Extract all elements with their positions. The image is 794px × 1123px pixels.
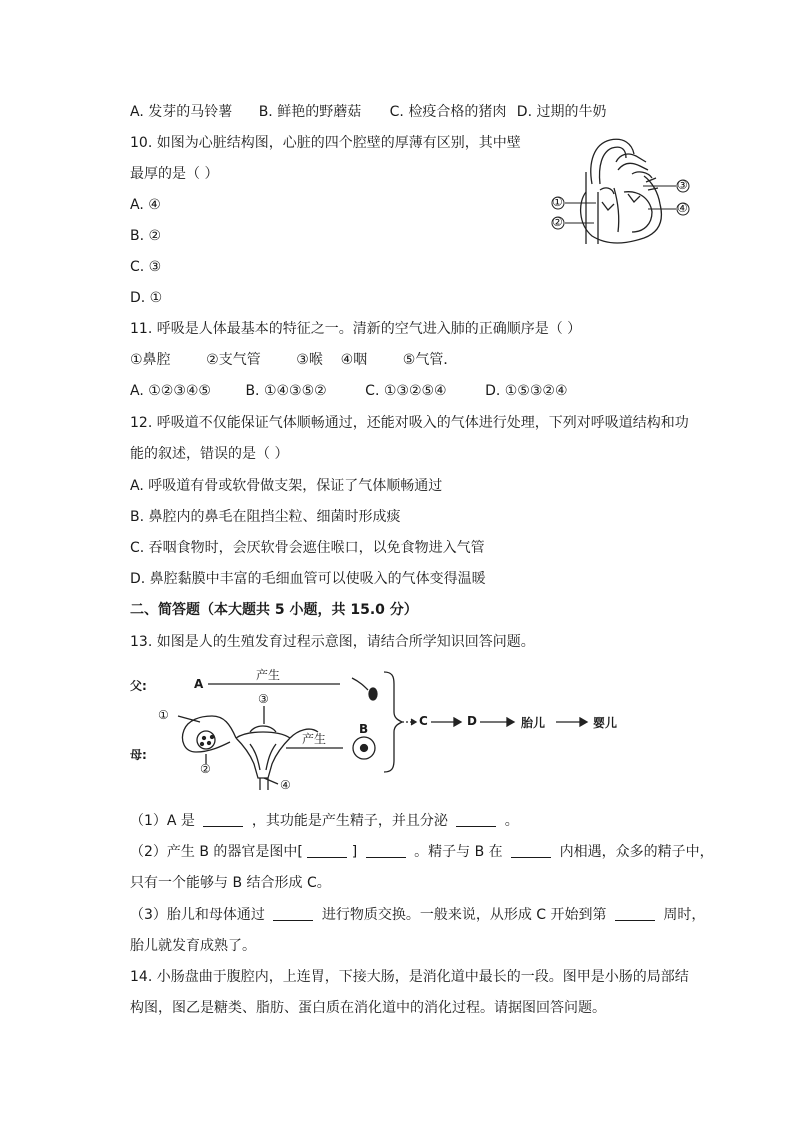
- fig-num-1: ①: [158, 708, 169, 722]
- section-heading: 二、简答题（本大题共 5 小题，共 15.0 分）: [130, 602, 418, 618]
- q13-blank-2[interactable]: [456, 812, 496, 827]
- q13-blank-3[interactable]: [307, 843, 347, 858]
- q10-stem-line2: 最厚的是（ ）: [130, 166, 219, 182]
- q14-line2: 构图，图乙是糖类、脂肪、蛋白质在消化道中的消化过程。请据图回答问题。: [130, 1000, 606, 1016]
- fig-num-2: ②: [200, 762, 211, 776]
- fig-produce-top: 产生: [256, 668, 281, 682]
- heart-label-1: ①: [552, 195, 563, 209]
- q10-stem-line1: 10. 如图为心脏结构图，心脏的四个腔壁的厚薄有区别，其中壁: [130, 135, 521, 151]
- q13-blank-5[interactable]: [511, 843, 551, 858]
- fig-fetus-label: 胎儿: [521, 716, 546, 730]
- heart-figure: [548, 132, 698, 247]
- q9-options: [130, 102, 606, 122]
- q9-option-b: B. 鲜艳的野蘑菇: [258, 104, 362, 120]
- q13-part3-text-a: （3）胎儿和母体通过: [130, 907, 265, 923]
- q11-options: [130, 381, 568, 401]
- fig-num-4: ④: [280, 778, 291, 792]
- q11-items: ①鼻腔 ②支气管 ③喉 ④咽 ⑤气管．: [130, 352, 458, 368]
- q9-option-a: A. 发芽的马铃薯: [130, 104, 233, 120]
- q13-part3-text-c: 周时，: [663, 907, 706, 923]
- q13-part3-text-b: 进行物质交换。一般来说，从形成 C 开始到第: [321, 907, 607, 923]
- q10-option-d: D. ①: [130, 290, 163, 306]
- fig-mother-label: 母:: [130, 748, 147, 762]
- heart-label-4: ④: [677, 201, 688, 215]
- q12-option-c: C. 吞咽食物时，会厌软骨会遮住喉口，以免食物进入气管: [130, 540, 485, 556]
- fig-c-label: C: [419, 714, 428, 728]
- q13-part1-text-c: 。: [504, 813, 519, 829]
- fig-a-label: A: [194, 677, 204, 691]
- q13-blank-7[interactable]: [615, 906, 655, 921]
- q11-option-b: B. ①④③⑤②: [245, 383, 327, 399]
- q13-part1: [130, 811, 519, 831]
- q13-part2-line2: 只有一个能够与 B 结合形成 C。: [130, 875, 331, 891]
- q12-option-b: B. 鼻腔内的鼻毛在阻挡尘粒、细菌时形成痰: [130, 509, 401, 525]
- q12-option-a: A. 呼吸道有骨或软骨做支架，保证了气体顺畅通过: [130, 478, 443, 494]
- q12-stem-line1: 12. 呼吸道不仅能保证气体顺畅通过，还能对吸入的气体进行处理，下列对呼吸道结构和功: [130, 415, 689, 431]
- heart-label-2: ②: [552, 215, 563, 229]
- q11-option-c: C. ①③②⑤④: [365, 383, 447, 399]
- q13-part3: [130, 905, 705, 925]
- q13-part1-text-b: ，其功能是产生精子，并且分泌: [251, 813, 448, 829]
- q12-stem-line2: 能的叙述，错误的是（ ）: [130, 446, 289, 462]
- q13-part2-text-c: 。精子与 B 在: [414, 844, 503, 860]
- q13-part1-text-a: （1）A 是: [130, 813, 195, 829]
- q13-part2-text-b: ]: [351, 844, 358, 860]
- q13-blank-4[interactable]: [366, 843, 406, 858]
- q10-option-b: B. ②: [130, 228, 162, 244]
- q13-part2: [130, 842, 714, 862]
- q13-blank-1[interactable]: [203, 812, 243, 827]
- q13-part2-text-d: 内相遇，众多的精子中，: [559, 844, 714, 860]
- reproduction-figure: [118, 660, 638, 800]
- q10-option-c: C. ③: [130, 259, 162, 275]
- fig-produce-bottom: 产生: [302, 732, 327, 746]
- q13-blank-6[interactable]: [273, 906, 313, 921]
- fig-father-label: 父:: [130, 679, 147, 693]
- q9-option-c: C. 检疫合格的猪肉: [389, 104, 507, 120]
- q11-stem: 11. 呼吸是人体最基本的特征之一。清新的空气进入肺的正确顺序是（ ）: [130, 321, 582, 337]
- q9-option-d: D. 过期的牛奶: [516, 104, 607, 120]
- fig-d-label: D: [467, 714, 477, 728]
- q11-option-d: D. ①⑤③②④: [485, 383, 568, 399]
- heart-label-3: ③: [677, 178, 688, 192]
- fig-b-label: B: [359, 722, 369, 736]
- q13-stem: 13. 如图是人的生殖发育过程示意图，请结合所学知识回答问题。: [130, 634, 535, 650]
- q11-option-a: A. ①②③④⑤: [130, 383, 211, 399]
- fig-baby-label: 婴儿: [593, 716, 618, 730]
- q13-part3-line2: 胎儿就发育成熟了。: [130, 938, 256, 954]
- q10-option-a: A. ④: [130, 197, 161, 213]
- q12-option-d: D. 鼻腔黏膜中丰富的毛细血管可以使吸入的气体变得温暖: [130, 571, 486, 587]
- q14-line1: 14. 小肠盘曲于腹腔内，上连胃，下接大肠，是消化道中最长的一段。图甲是小肠的局部结: [130, 969, 689, 985]
- q13-part2-text-a: （2）产生 B 的器官是图中[: [130, 844, 303, 860]
- fig-num-3: ③: [258, 692, 269, 706]
